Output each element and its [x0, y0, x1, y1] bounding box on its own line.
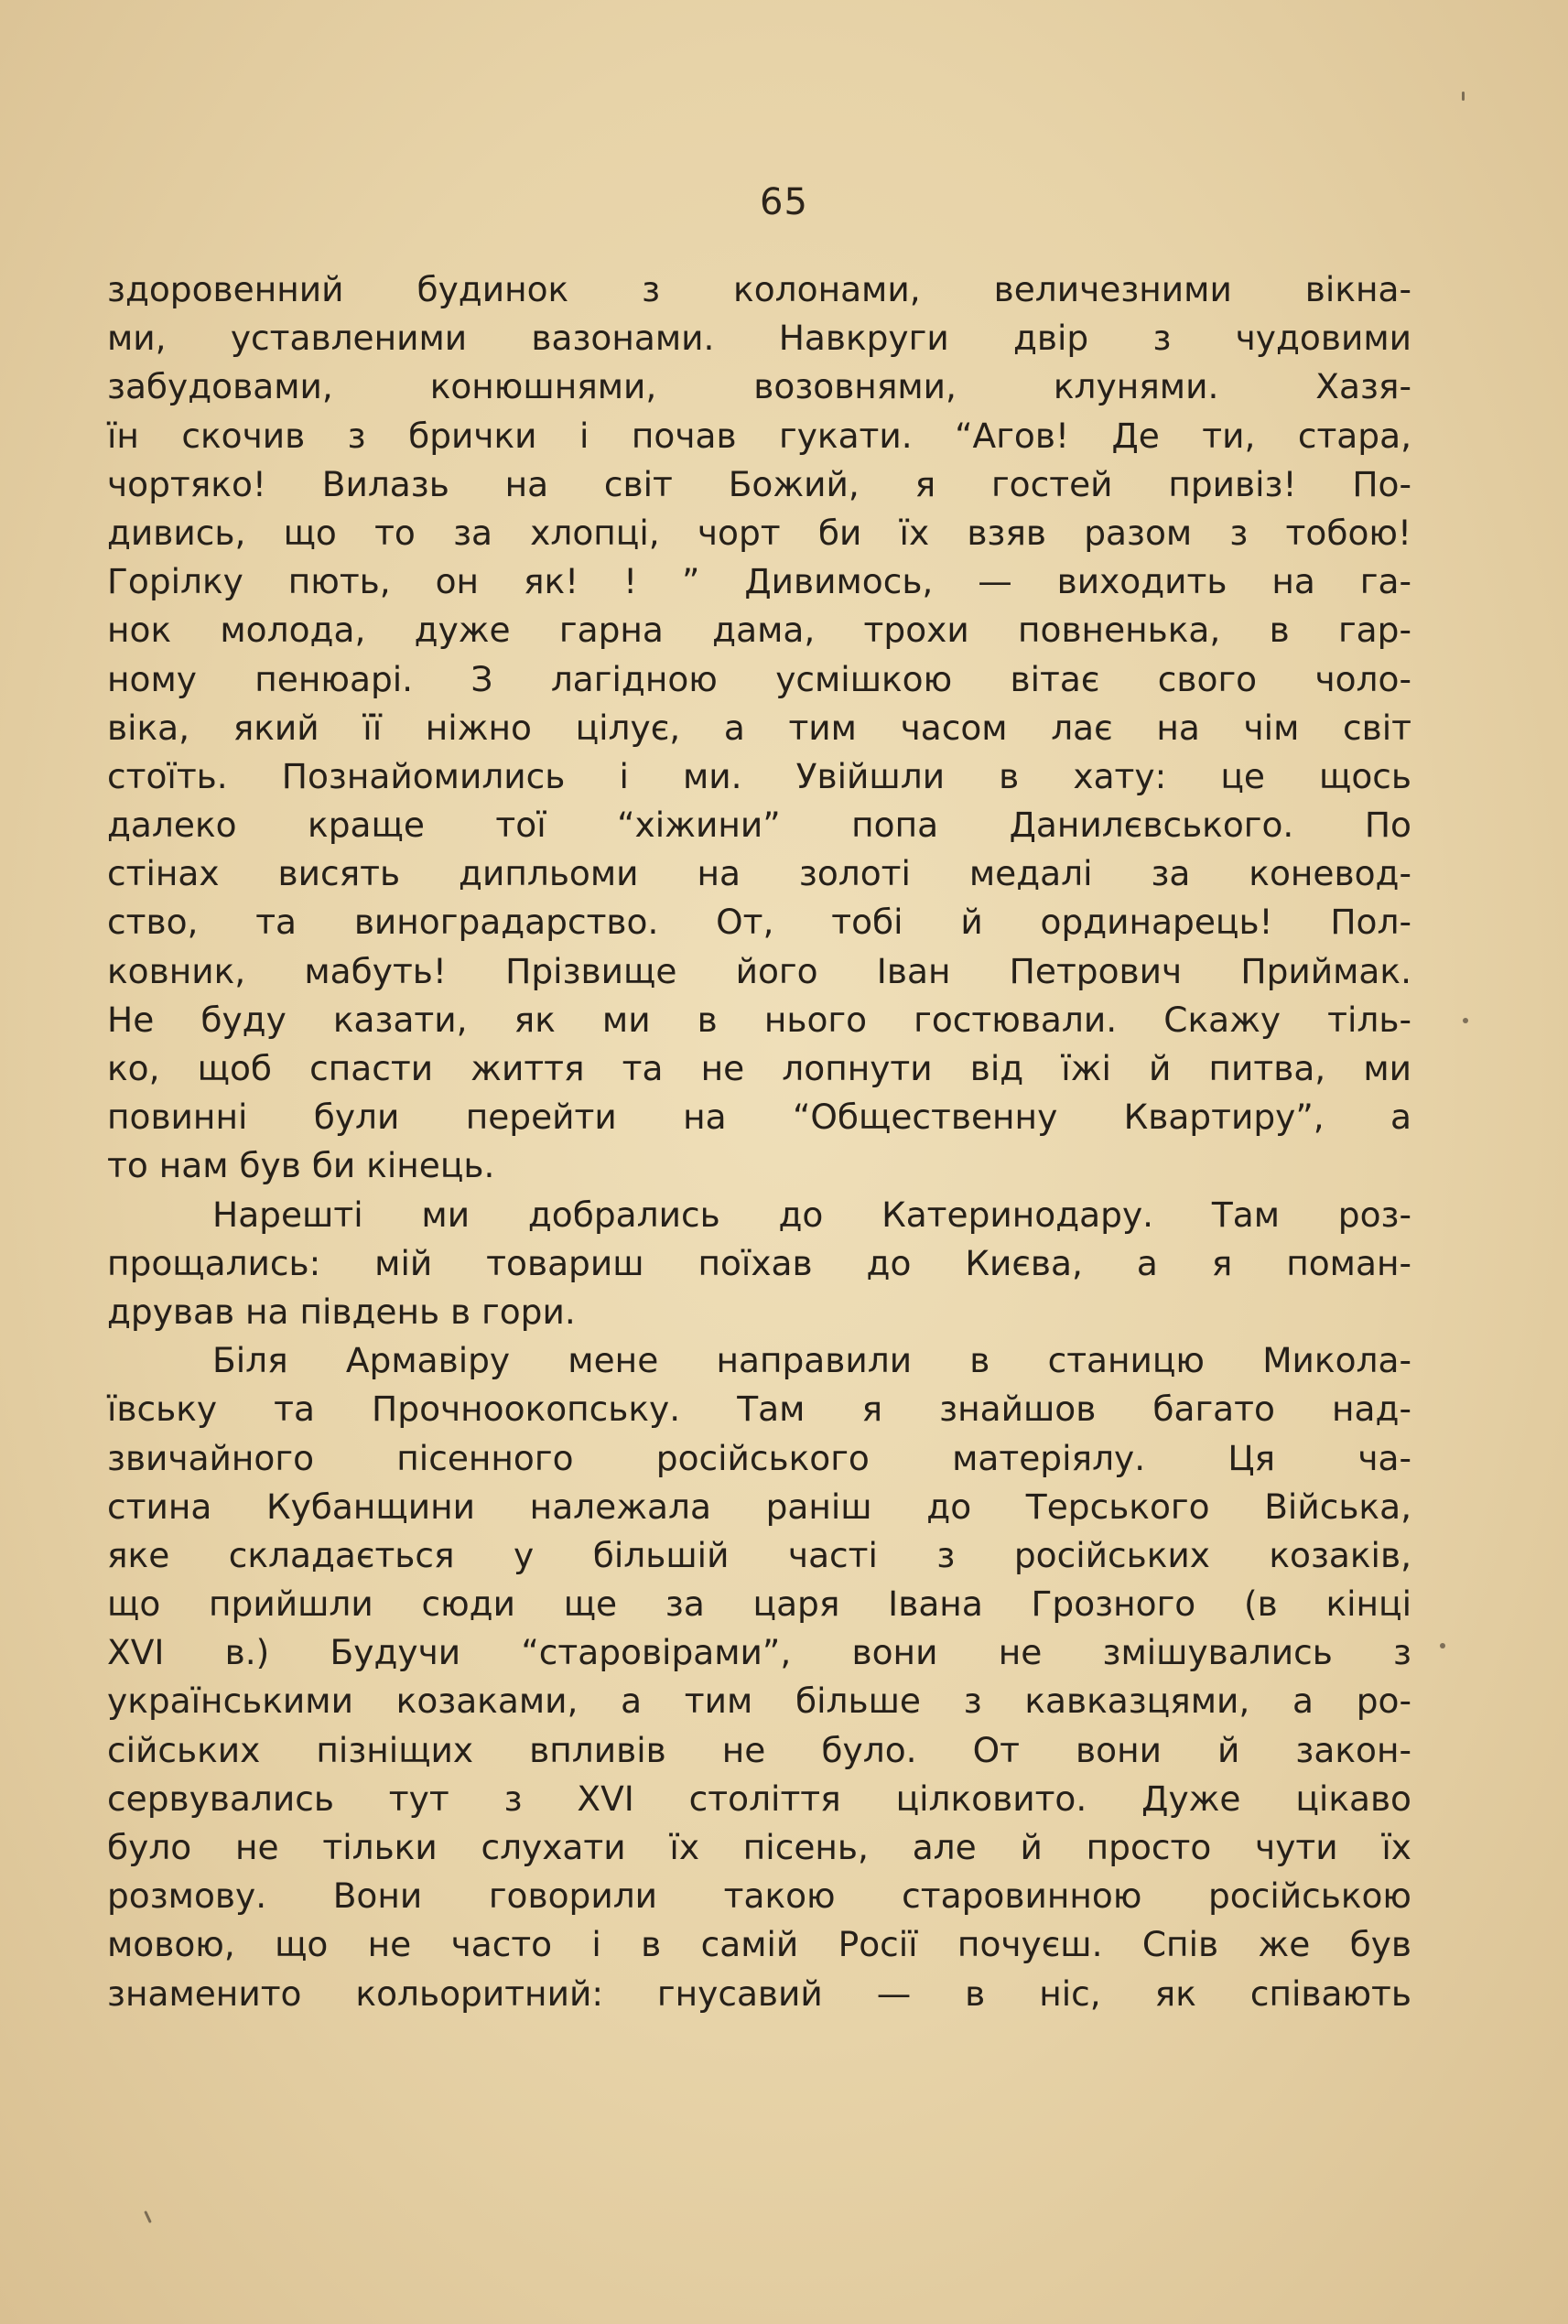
text-line: ковник, мабуть! Прізвище його Іван Петрович Приймак.: [107, 950, 1411, 991]
text-line: XVI в.) Будучи “старовірами”, вони не змішувались з: [107, 1632, 1411, 1673]
text-line: Горілку пють, он як! ! ” Дивимось, — виходить на га-: [107, 561, 1411, 602]
text-line: дивись, що то за хлопці, чорт би їх взяв разом з тобою!: [107, 512, 1411, 553]
page-number: 65: [760, 181, 808, 223]
text-line: стина Кубанщини належала раніш до Терського Війська,: [107, 1486, 1411, 1527]
text-line: знаменито кольоритний: гнусавий — в ніс, як співають: [107, 1973, 1411, 2014]
text-line: їн скочив з брички і почав гукати. “Агов! Де ти, стара,: [107, 415, 1411, 456]
paper-speck: [1463, 1018, 1468, 1023]
paper-speck: [1462, 92, 1465, 101]
text-line: віка, який її ніжно цілує, а тим часом лає на чім світ: [107, 707, 1411, 748]
text-line: стоїть. Познайомились і ми. Увійшли в хату: це щось: [107, 755, 1411, 796]
text-line: далеко краще тої “хіжини” попа Данилєвського. По: [107, 805, 1411, 846]
text-line: здоровенний будинок з колонами, величезними вікна-: [107, 269, 1411, 309]
text-line: ми, уставленими вазонами. Навкруги двір з чудовими: [107, 318, 1411, 359]
text-line: ко, щоб спасти життя та не лопнути від їжі й питва, ми: [107, 1048, 1411, 1088]
text-line: забудовами, конюшнями, возовнями, клунями. Хазя-: [107, 366, 1411, 407]
text-line: Не буду казати, як ми в нього гостювали. Скажу тіль-: [107, 999, 1411, 1040]
text-line: нок молода, дуже гарна дама, трохи повненька, в гар-: [107, 610, 1411, 651]
paper-speck: [1440, 1643, 1445, 1648]
text-line: ївську та Прочноокопську. Там я знайшов багато над-: [107, 1389, 1411, 1430]
text-line: Біля Армавіру мене направили в станицю Микола-: [212, 1340, 1411, 1381]
text-line: мовою, що не часто і в самій Росії почуєш. Спів же був: [107, 1924, 1411, 1965]
text-line: сервувались тут з XVI століття цілковито. Дуже цікаво: [107, 1778, 1411, 1819]
text-line: прощались: мій товариш поїхав до Києва, а я поман-: [107, 1242, 1411, 1283]
body-text: [107, 265, 1411, 2018]
text-line: стінах висять дипльоми на золоті медалі за коневод-: [107, 853, 1411, 894]
text-line: повинні були перейти на “Общественну Квартиру”, а: [107, 1097, 1411, 1138]
text-line: Нарешті ми добрались до Катеринодару. Там роз-: [212, 1194, 1411, 1235]
text-line: було не тільки слухати їх пісень, але й просто чути їх: [107, 1827, 1411, 1867]
paper-speck: [144, 2211, 152, 2223]
text-line: то нам був би кінець.: [107, 1145, 495, 1186]
text-line: що прийшли сюди ще за царя Івана Грозного (в кінці: [107, 1584, 1411, 1625]
text-line: ство, та виноградарство. От, тобі й ординарець! Пол-: [107, 902, 1411, 943]
text-line: ному пенюарі. З лагідною усмішкою вітає свого чоло-: [107, 658, 1411, 699]
text-line: розмову. Вони говорили такою старовинною російською: [107, 1875, 1411, 1917]
text-line: сійських пізніщих впливів не було. От вони й закон-: [107, 1729, 1411, 1770]
text-line: чортяко! Вилазь на світ Божий, я гостей привіз! По-: [107, 463, 1411, 504]
text-line: українськими козаками, а тим більше з кавказцями, а ро-: [107, 1681, 1411, 1722]
text-line: яке складається у більшій часті з російських козаків,: [107, 1534, 1411, 1575]
text-line: дрував на південь в гори.: [107, 1291, 576, 1332]
text-line: звичайного пісенного російського матеріялу. Ця ча-: [107, 1437, 1411, 1478]
